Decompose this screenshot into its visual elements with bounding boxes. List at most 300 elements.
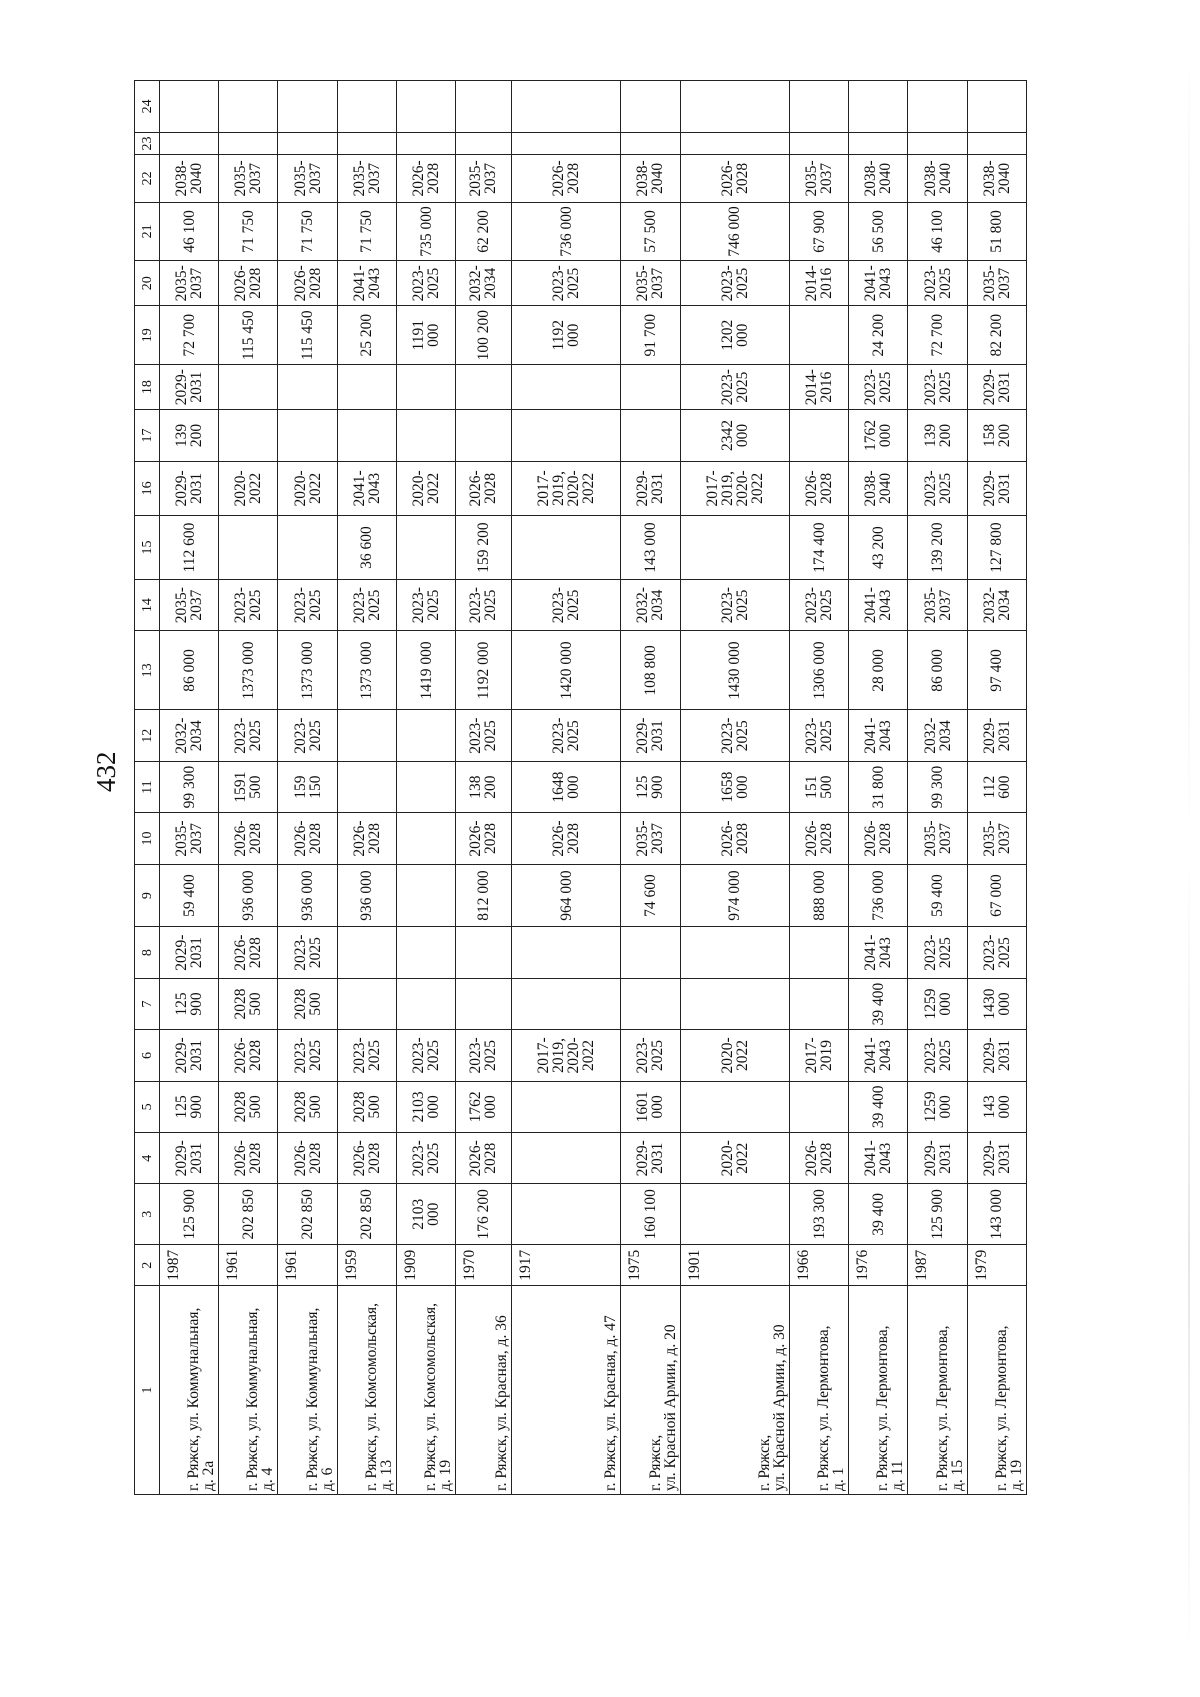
table-cell: 125 900 — [908, 1184, 967, 1245]
table-cell: 108 800 — [621, 631, 680, 710]
table-cell: 2035- 2037 — [337, 155, 396, 202]
header-cell: 1 — [135, 1286, 160, 1495]
table-cell — [456, 978, 512, 1029]
rotated-table-wrapper — [134, 80, 1027, 1495]
table-cell — [396, 410, 455, 461]
address-cell: г. Ряжск, ул. Коммунальная, д. 4 — [219, 1286, 278, 1495]
table-cell: 1901 — [680, 1245, 789, 1286]
table-cell: 143 000 — [621, 516, 680, 580]
table-cell: 1961 — [219, 1245, 278, 1286]
table-cell: 1987 — [160, 1245, 219, 1286]
table-cell — [337, 761, 396, 812]
table-cell — [849, 81, 908, 133]
table-cell: 2023- 2025 — [219, 710, 278, 761]
table-cell — [456, 410, 512, 461]
table-cell: 2026- 2028 — [219, 927, 278, 978]
table-row — [219, 81, 278, 1495]
table-cell: 138 200 — [456, 761, 512, 812]
data-table — [134, 80, 1027, 1495]
table-cell: 735 000 — [396, 202, 455, 261]
table-cell: 2038- 2040 — [621, 155, 680, 202]
table-cell: 2029- 2031 — [967, 365, 1026, 410]
table-cell — [219, 410, 278, 461]
address-cell: г. Ряжск, ул. Лермонтова, д. 19 — [967, 1286, 1026, 1495]
table-cell — [511, 978, 620, 1029]
table-cell: 2029- 2031 — [160, 1030, 219, 1081]
table-cell: 2038- 2040 — [849, 155, 908, 202]
table-cell — [849, 132, 908, 155]
table-cell: 74 600 — [621, 864, 680, 927]
table-cell: 736 000 — [849, 864, 908, 927]
address-cell: г. Ряжск, ул. Красная, д. 36 — [456, 1286, 512, 1495]
table-cell — [621, 410, 680, 461]
table-cell — [790, 81, 849, 133]
table-cell: 2020- 2022 — [396, 461, 455, 516]
table-cell — [908, 132, 967, 155]
address-cell: г. Ряжск, ул. Лермонтова, д. 15 — [908, 1286, 967, 1495]
table-cell: 2026- 2028 — [511, 813, 620, 864]
table-cell: 2032- 2034 — [456, 261, 512, 306]
table-cell: 2026- 2028 — [790, 461, 849, 516]
table-cell: 2026- 2028 — [790, 1133, 849, 1184]
table-row — [908, 81, 967, 1495]
table-cell — [396, 978, 455, 1029]
table-cell: 2041- 2043 — [337, 261, 396, 306]
table-cell: 2023- 2025 — [908, 461, 967, 516]
header-cell: 5 — [135, 1081, 160, 1132]
table-cell: 158 200 — [967, 410, 1026, 461]
table-cell: 112 600 — [967, 761, 1026, 812]
table-cell: 202 850 — [337, 1184, 396, 1245]
table-cell: 1976 — [849, 1245, 908, 1286]
table-cell: 2020- 2022 — [278, 461, 337, 516]
table-cell: 1430 000 — [967, 978, 1026, 1029]
table-cell: 1192 000 — [511, 306, 620, 365]
table-cell: 1762 000 — [456, 1081, 512, 1132]
table-cell: 2032- 2034 — [621, 579, 680, 630]
header-cell: 11 — [135, 761, 160, 812]
table-cell: 139 200 — [908, 516, 967, 580]
table-cell: 2023- 2025 — [278, 927, 337, 978]
header-cell: 14 — [135, 579, 160, 630]
table-cell: 974 000 — [680, 864, 789, 927]
address-cell: г. Ряжск, ул. Лермонтова, д. 11 — [849, 1286, 908, 1495]
table-cell — [790, 927, 849, 978]
table-cell: 112 600 — [160, 516, 219, 580]
table-cell: 746 000 — [680, 202, 789, 261]
table-cell — [680, 81, 789, 133]
table-cell: 2029- 2031 — [621, 1133, 680, 1184]
table-cell: 1192 000 — [456, 631, 512, 710]
table-cell — [790, 1081, 849, 1132]
table-cell — [680, 927, 789, 978]
table-cell: 964 000 — [511, 864, 620, 927]
table-cell — [396, 864, 455, 927]
table-cell — [456, 132, 512, 155]
table-cell: 91 700 — [621, 306, 680, 365]
address-cell: г. Ряжск, ул. Красной Армии, д. 20 — [621, 1286, 680, 1495]
table-cell: 46 100 — [908, 202, 967, 261]
table-cell: 2026- 2028 — [219, 1030, 278, 1081]
table-cell — [396, 813, 455, 864]
table-cell: 2103 000 — [396, 1081, 455, 1132]
table-cell — [396, 761, 455, 812]
table-cell: 2029- 2031 — [621, 461, 680, 516]
table-cell: 2023- 2025 — [456, 710, 512, 761]
table-cell: 139 200 — [908, 410, 967, 461]
table-cell: 2029- 2031 — [967, 710, 1026, 761]
table-cell: 936 000 — [278, 864, 337, 927]
table-cell: 2041- 2043 — [849, 927, 908, 978]
header-cell: 17 — [135, 410, 160, 461]
table-cell: 59 400 — [160, 864, 219, 927]
table-cell — [456, 81, 512, 133]
table-cell: 28 000 — [849, 631, 908, 710]
table-cell: 71 750 — [337, 202, 396, 261]
table-row — [849, 81, 908, 1495]
table-cell: 1961 — [278, 1245, 337, 1286]
table-cell: 2023- 2025 — [908, 927, 967, 978]
table-cell: 2032- 2034 — [908, 710, 967, 761]
table-cell: 2026- 2028 — [790, 813, 849, 864]
table-cell: 1191 000 — [396, 306, 455, 365]
table-cell — [967, 81, 1026, 133]
table-cell: 2038- 2040 — [160, 155, 219, 202]
table-cell: 202 850 — [278, 1184, 337, 1245]
table-cell: 1373 000 — [278, 631, 337, 710]
table-cell: 1658 000 — [680, 761, 789, 812]
table-cell: 2023- 2025 — [908, 261, 967, 306]
table-cell — [337, 132, 396, 155]
table-cell: 2023- 2025 — [396, 579, 455, 630]
table-cell: 2026- 2028 — [456, 461, 512, 516]
table-cell — [337, 927, 396, 978]
table-cell — [511, 81, 620, 133]
table-cell: 2023- 2025 — [967, 927, 1026, 978]
table-cell — [621, 927, 680, 978]
table-cell: 39 400 — [849, 1184, 908, 1245]
table-cell: 2029- 2031 — [621, 710, 680, 761]
table-cell: 2029- 2031 — [908, 1133, 967, 1184]
table-row — [160, 81, 219, 1495]
table-cell: 1259 000 — [908, 1081, 967, 1132]
table-cell: 159 200 — [456, 516, 512, 580]
address-cell: г. Ряжск, ул. Лермонтова, д. 1 — [790, 1286, 849, 1495]
table-cell: 1970 — [456, 1245, 512, 1286]
table-cell: 2035- 2037 — [621, 261, 680, 306]
table-cell: 1373 000 — [337, 631, 396, 710]
table-cell: 2026- 2028 — [396, 155, 455, 202]
table-cell: 2041- 2043 — [849, 579, 908, 630]
table-cell: 31 800 — [849, 761, 908, 812]
table-cell — [396, 365, 455, 410]
table-cell — [337, 978, 396, 1029]
table-cell: 2023- 2025 — [456, 579, 512, 630]
table-cell — [278, 516, 337, 580]
table-cell — [456, 927, 512, 978]
table-row — [790, 81, 849, 1495]
table-cell — [621, 978, 680, 1029]
table-cell — [511, 927, 620, 978]
table-cell — [337, 365, 396, 410]
table-cell: 82 200 — [967, 306, 1026, 365]
table-cell: 2028 500 — [278, 1081, 337, 1132]
table-cell — [396, 81, 455, 133]
table-cell — [219, 365, 278, 410]
table-cell: 2026- 2028 — [278, 813, 337, 864]
table-cell: 2041- 2043 — [849, 1030, 908, 1081]
table-cell: 2023- 2025 — [219, 579, 278, 630]
table-cell: 99 300 — [160, 761, 219, 812]
table-cell: 2017- 2019, 2020- 2022 — [511, 1030, 620, 1081]
table-cell: 1979 — [967, 1245, 1026, 1286]
table-cell — [790, 978, 849, 1029]
table-cell: 2029- 2031 — [967, 1133, 1026, 1184]
table-cell: 1601 000 — [621, 1081, 680, 1132]
address-cell: г. Ряжск, ул. Коммунальная, д. 6 — [278, 1286, 337, 1495]
table-cell: 125 900 — [621, 761, 680, 812]
table-cell: 2035- 2037 — [967, 261, 1026, 306]
table-cell: 62 200 — [456, 202, 512, 261]
table-cell: 2023- 2025 — [680, 710, 789, 761]
table-cell: 2035- 2037 — [160, 813, 219, 864]
header-cell: 2 — [135, 1245, 160, 1286]
table-cell — [621, 365, 680, 410]
table-cell: 127 800 — [967, 516, 1026, 580]
table-cell: 2023- 2025 — [337, 1030, 396, 1081]
table-cell: 2023- 2025 — [790, 579, 849, 630]
table-cell: 86 000 — [908, 631, 967, 710]
header-cell: 12 — [135, 710, 160, 761]
table-cell: 2035- 2037 — [621, 813, 680, 864]
table-cell: 1306 000 — [790, 631, 849, 710]
table-cell — [621, 132, 680, 155]
header-cell: 6 — [135, 1030, 160, 1081]
table-cell: 2029- 2031 — [160, 365, 219, 410]
table-cell: 2035- 2037 — [456, 155, 512, 202]
table-cell: 2038- 2040 — [967, 155, 1026, 202]
header-cell: 24 — [135, 81, 160, 133]
table-cell — [790, 410, 849, 461]
table-cell: 2023- 2025 — [396, 1133, 455, 1184]
table-cell — [278, 365, 337, 410]
table-cell: 174 400 — [790, 516, 849, 580]
table-cell: 36 600 — [337, 516, 396, 580]
table-cell — [680, 132, 789, 155]
table-cell: 139 200 — [160, 410, 219, 461]
table-cell: 86 000 — [160, 631, 219, 710]
table-cell — [396, 710, 455, 761]
table-cell: 24 200 — [849, 306, 908, 365]
table-cell — [219, 81, 278, 133]
table-cell: 43 200 — [849, 516, 908, 580]
table-cell: 2028 500 — [219, 1081, 278, 1132]
header-cell: 9 — [135, 864, 160, 927]
header-cell: 18 — [135, 365, 160, 410]
header-cell: 7 — [135, 978, 160, 1029]
table-row — [278, 81, 337, 1495]
table-cell: 1917 — [511, 1245, 620, 1286]
table-cell — [396, 927, 455, 978]
table-cell: 2028 500 — [219, 978, 278, 1029]
table-cell: 125 900 — [160, 978, 219, 1029]
table-cell — [790, 132, 849, 155]
table-cell: 2017- 2019, 2020- 2022 — [511, 461, 620, 516]
table-cell: 2020- 2022 — [680, 1030, 789, 1081]
table-cell: 2026- 2028 — [337, 1133, 396, 1184]
table-cell: 2035- 2037 — [908, 579, 967, 630]
table-cell: 1909 — [396, 1245, 455, 1286]
table-cell: 2020- 2022 — [219, 461, 278, 516]
table-row — [967, 81, 1026, 1495]
table-cell: 72 700 — [160, 306, 219, 365]
table-cell: 2035- 2037 — [908, 813, 967, 864]
table-cell: 2026- 2028 — [278, 261, 337, 306]
address-cell: г. Ряжск, ул. Комсомольская, д. 19 — [396, 1286, 455, 1495]
table-cell: 2029- 2031 — [967, 461, 1026, 516]
table-cell: 2023- 2025 — [511, 579, 620, 630]
table-cell: 2038- 2040 — [849, 461, 908, 516]
table-cell: 2041- 2043 — [849, 1133, 908, 1184]
table-cell: 2028 500 — [337, 1081, 396, 1132]
table-cell — [337, 710, 396, 761]
address-cell: г. Ряжск, ул. Коммунальная, д. 2а — [160, 1286, 219, 1495]
table-cell: 193 300 — [790, 1184, 849, 1245]
table-cell — [511, 365, 620, 410]
table-cell: 2023- 2025 — [278, 710, 337, 761]
table-cell: 2026- 2028 — [456, 813, 512, 864]
table-cell: 812 000 — [456, 864, 512, 927]
table-cell — [680, 1081, 789, 1132]
table-cell: 1762 000 — [849, 410, 908, 461]
table-cell: 67 900 — [790, 202, 849, 261]
table-cell: 2035- 2037 — [160, 261, 219, 306]
table-cell: 97 400 — [967, 631, 1026, 710]
table-cell — [219, 132, 278, 155]
table-row — [511, 81, 620, 1495]
table-cell: 2023- 2025 — [278, 1030, 337, 1081]
table-cell: 2026- 2028 — [219, 261, 278, 306]
header-cell: 22 — [135, 155, 160, 202]
table-cell: 2026- 2028 — [680, 813, 789, 864]
table-cell: 2017- 2019 — [790, 1030, 849, 1081]
table-cell: 2032- 2034 — [160, 710, 219, 761]
table-cell: 2023- 2025 — [396, 1030, 455, 1081]
header-cell: 13 — [135, 631, 160, 710]
table-cell — [511, 410, 620, 461]
table-cell: 2026- 2028 — [511, 155, 620, 202]
table-cell: 71 750 — [219, 202, 278, 261]
table-cell: 125 900 — [160, 1184, 219, 1245]
header-row — [135, 81, 160, 1495]
table-cell: 2023- 2025 — [456, 1030, 512, 1081]
table-cell: 2014- 2016 — [790, 365, 849, 410]
table-cell: 2026- 2028 — [219, 813, 278, 864]
table-cell — [278, 132, 337, 155]
table-cell: 202 850 — [219, 1184, 278, 1245]
table-cell: 1259 000 — [908, 978, 967, 1029]
table-cell: 160 100 — [621, 1184, 680, 1245]
table-cell: 1419 000 — [396, 631, 455, 710]
table-cell: 1420 000 — [511, 631, 620, 710]
table-cell: 2029- 2031 — [160, 1133, 219, 1184]
table-cell: 2014- 2016 — [790, 261, 849, 306]
table-cell — [337, 410, 396, 461]
table-cell: 2023- 2025 — [680, 365, 789, 410]
table-cell: 2023- 2025 — [908, 1030, 967, 1081]
table-cell: 115 450 — [219, 306, 278, 365]
table-cell: 143 000 — [967, 1184, 1026, 1245]
table-cell — [680, 516, 789, 580]
table-cell: 2026- 2028 — [456, 1133, 512, 1184]
table-cell — [511, 132, 620, 155]
table-cell: 46 100 — [160, 202, 219, 261]
table-cell: 2023- 2025 — [396, 261, 455, 306]
table-cell: 936 000 — [337, 864, 396, 927]
table-cell: 2023- 2025 — [511, 710, 620, 761]
table-cell: 2041- 2043 — [849, 261, 908, 306]
table-cell: 2023- 2025 — [337, 579, 396, 630]
table-cell: 2035- 2037 — [967, 813, 1026, 864]
table-row — [456, 81, 512, 1495]
table-cell: 39 400 — [849, 1081, 908, 1132]
table-cell: 57 500 — [621, 202, 680, 261]
table-cell: 2342 000 — [680, 410, 789, 461]
table-cell: 2035- 2037 — [160, 579, 219, 630]
table-cell: 2017- 2019, 2020- 2022 — [680, 461, 789, 516]
address-cell: г. Ряжск, ул. Красной Армии, д. 30 — [680, 1286, 789, 1495]
scan-edge-artifact — [1188, 40, 1190, 1660]
table-cell: 39 400 — [849, 978, 908, 1029]
table-cell — [511, 1184, 620, 1245]
table-cell: 59 400 — [908, 864, 967, 927]
table-cell: 2023- 2025 — [908, 365, 967, 410]
table-cell: 2023- 2025 — [680, 579, 789, 630]
table-cell: 936 000 — [219, 864, 278, 927]
table-cell — [790, 306, 849, 365]
table-cell: 99 300 — [908, 761, 967, 812]
table-cell: 2029- 2031 — [967, 1030, 1026, 1081]
table-cell — [278, 81, 337, 133]
table-cell: 1202 000 — [680, 306, 789, 365]
table-cell: 888 000 — [790, 864, 849, 927]
table-cell: 56 500 — [849, 202, 908, 261]
table-cell: 51 800 — [967, 202, 1026, 261]
table-cell: 125 900 — [160, 1081, 219, 1132]
table-cell: 2029- 2031 — [160, 927, 219, 978]
table-cell — [908, 81, 967, 133]
table-cell: 2041- 2043 — [849, 710, 908, 761]
table-cell: 2032- 2034 — [967, 579, 1026, 630]
table-cell: 2026- 2028 — [849, 813, 908, 864]
table-cell: 71 750 — [278, 202, 337, 261]
header-cell: 3 — [135, 1184, 160, 1245]
table-cell — [511, 516, 620, 580]
table-row — [396, 81, 455, 1495]
table-cell: 1966 — [790, 1245, 849, 1286]
table-cell: 100 200 — [456, 306, 512, 365]
table-cell: 1648 000 — [511, 761, 620, 812]
table-cell — [160, 132, 219, 155]
table-cell — [456, 365, 512, 410]
table-cell: 2103 000 — [396, 1184, 455, 1245]
table-cell: 2029- 2031 — [160, 461, 219, 516]
header-cell: 10 — [135, 813, 160, 864]
table-row — [337, 81, 396, 1495]
header-cell: 19 — [135, 306, 160, 365]
table-row — [621, 81, 680, 1495]
table-cell: 2035- 2037 — [278, 155, 337, 202]
